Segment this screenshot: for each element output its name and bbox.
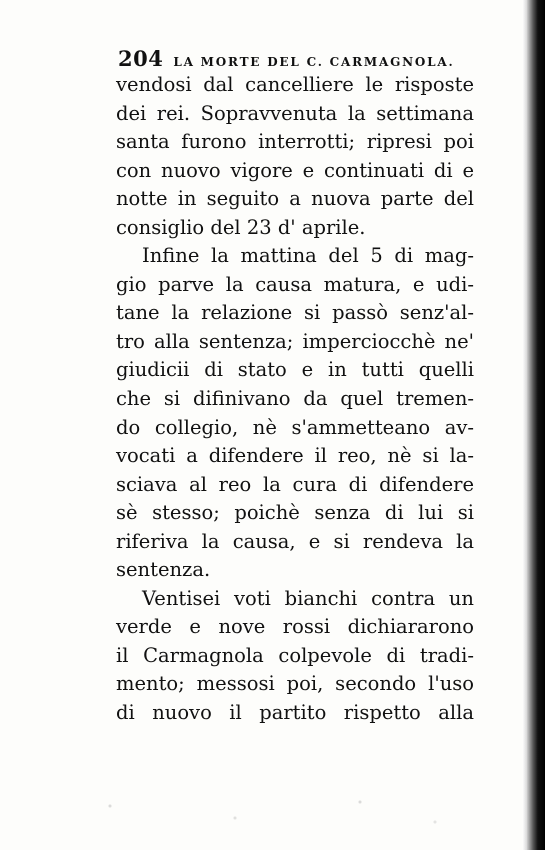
text-line: consiglio del 23 d' aprile.: [116, 215, 366, 239]
text-line: il Carmagnola colpevole di tradi-: [116, 643, 474, 667]
text-line: do collegio, nè s'ammetteano av-: [116, 415, 474, 439]
running-head: LA MORTE DEL C. CARMAGNOLA.: [173, 55, 455, 69]
text-line: verde e nove rossi dichiararono: [116, 615, 474, 639]
paper-specks: [10, 790, 510, 830]
text-line: vocati a difendere il reo, nè si la-: [116, 444, 474, 468]
body-text: [116, 71, 474, 728]
text-line: sciava al reo la cura di difendere: [116, 472, 474, 496]
text-line: giudicii di stato e in tutti quelli: [116, 358, 474, 382]
text-line: Infine la mattina del 5 di mag-: [142, 244, 474, 268]
text-line: sentenza.: [116, 558, 211, 582]
text-line: mento; messosi poi, secondo l'uso: [116, 672, 474, 696]
text-line: di nuovo il partito rispetto alla: [116, 701, 474, 725]
scan-edge-shadow: [527, 0, 545, 850]
text-line: dei rei. Sopravvenuta la settimana: [116, 101, 474, 125]
text-line: riferiva la causa, e si rendeva la: [116, 529, 474, 553]
text-line: gio parve la causa matura, e udi-: [116, 272, 474, 296]
text-line: tro alla sentenza; imperciocchè ne': [116, 329, 474, 353]
text-line: sè stesso; poichè senza di lui si: [116, 501, 474, 525]
text-line: con nuovo vigore e continuati di e: [116, 158, 474, 182]
text-line: tane la relazione si passò senz'al-: [116, 301, 474, 325]
text-line: santa furono interrotti; ripresi poi: [116, 130, 474, 154]
text-line: notte in seguito a nuova parte del: [116, 187, 474, 211]
text-line: che si difinivano da quel tremen-: [116, 387, 474, 411]
text-line: Ventisei voti bianchi contra un: [142, 586, 474, 610]
page-number: 204: [118, 46, 164, 71]
text-line: vendosi dal cancelliere le risposte: [116, 73, 474, 96]
